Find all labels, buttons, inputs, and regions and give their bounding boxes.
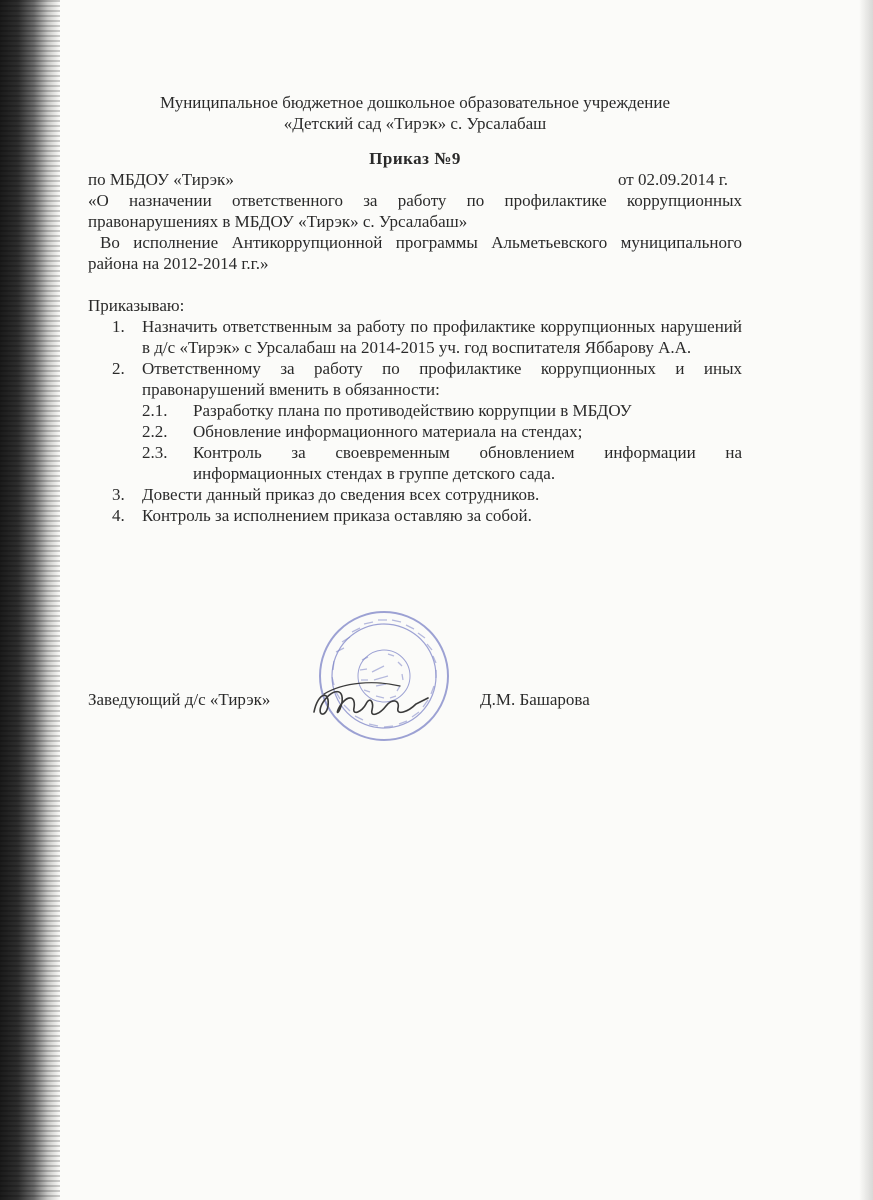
- list-item: [88, 358, 742, 484]
- org-header: [88, 92, 742, 134]
- order-meta-row: [88, 169, 742, 190]
- org-name-line2: «Детский сад «Тирэк» с. Урсалабаш: [283, 114, 547, 133]
- order-basis: Во исполнение Антикоррупционной программы Альметьевского муниципального района на 2012-2014 г.г.»: [88, 233, 742, 273]
- document-page: [88, 92, 742, 526]
- item-text: Ответственному за работу по профилактике коррупционных и иных правонарушений вменить в обязанности:: [142, 359, 742, 399]
- order-items-list: [88, 316, 742, 526]
- sub-item-number: 2.2.: [142, 422, 168, 441]
- scan-shadow-edge: [0, 0, 60, 1200]
- signature-row: [88, 690, 742, 714]
- scan-shadow-right: [859, 0, 873, 1200]
- sub-item-number: 2.3.: [142, 443, 168, 462]
- order-title: Приказ №9: [369, 149, 461, 168]
- list-item: [88, 316, 742, 358]
- sub-item-text: Обновление информационного материала на стендах;: [193, 422, 583, 441]
- order-directive: Приказываю:: [88, 296, 185, 315]
- item-text: Назначить ответственным за работу по профилактике коррупционных нарушений в д/с «Тирэк» с Урсалабаш на 2014-2015 уч. год воспитателя Яббарову А.А.: [142, 317, 742, 357]
- signatory-name: Д.М. Башарова: [480, 690, 590, 709]
- item-text: Контроль за исполнением приказа оставляю за собой.: [142, 506, 532, 525]
- sub-item-text: Контроль за своевременным обновлением информации на информационных стендах в группе детского сада.: [193, 443, 742, 483]
- order-issuer: по МБДОУ «Тирэк»: [88, 170, 234, 189]
- sub-item-number: 2.1.: [142, 401, 168, 420]
- org-name-line1: Муниципальное бюджетное дошкольное образовательное учреждение: [160, 93, 670, 112]
- item-number: 4.: [112, 506, 125, 525]
- order-subject: «О назначении ответственного за работу по профилактике коррупционных правонарушениях в МБДОУ «Тирэк» с. Урсалабаш»: [88, 191, 742, 231]
- order-date: от 02.09.2014 г.: [617, 170, 728, 189]
- sub-list-item: [142, 421, 742, 442]
- list-item: [88, 484, 742, 505]
- sub-items-list: [142, 400, 742, 484]
- item-number: 1.: [112, 317, 125, 336]
- item-text: Довести данный приказ до сведения всех сотрудников.: [142, 485, 540, 504]
- signatory-position: Заведующий д/с «Тирэк»: [88, 690, 271, 709]
- item-number: 2.: [112, 359, 125, 378]
- sub-list-item: [142, 400, 742, 421]
- list-item: [88, 505, 742, 526]
- sub-item-text: Разработку плана по противодействию коррупции в МБДОУ: [193, 401, 632, 420]
- sub-list-item: [142, 442, 742, 484]
- item-number: 3.: [112, 485, 125, 504]
